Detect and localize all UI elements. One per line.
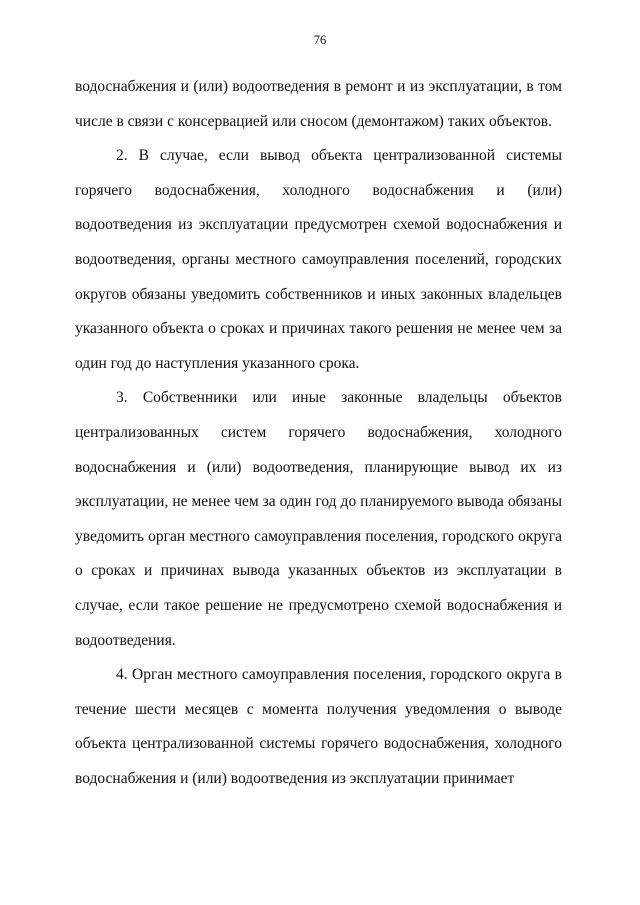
document-body [75, 70, 562, 796]
paragraph-item-4: 4. Орган местного самоуправления поселения, городского округа в течение шести месяцев с момента получения уведомления о выводе объекта централизованной системы горячего водоснабжения, холодного водоснабжения и (или) водоотведения из эксплуатации принимает [75, 666, 562, 787]
page-number: 76 [313, 33, 327, 47]
paragraph-continuation: водоснабжения и (или) водоотведения в ремонт и из эксплуатации, в том числе в связи с консервацией или сносом (демонтажом) таких объектов. [75, 78, 562, 130]
paragraph-item-3: 3. Собственники или иные законные владельцы объектов централизованных систем горячего водоснабжения, холодного водоснабжения и (или) водоотведения, планирующие вывод их из эксплуатации, не менее чем за один год до планируемого вывода обязаны уведомить орган местного самоуправления поселения, городского округа о сроках и причинах вывода указанных объектов из эксплуатации в случае, если такое решение не предусмотрено схемой водоснабжения и водоотведения. [75, 389, 562, 649]
paragraph-item-2: 2. В случае, если вывод объекта централизованной системы горячего водоснабжения, холодного водоснабжения и (или) водоотведения из эксплуатации предусмотрен схемой водоснабжения и водоотведения, органы местного самоуправления поселений, городских округов обязаны уведомить собственников и иных законных владельцев указанного объекта о сроках и причинах такого решения не менее чем за один год до наступления указанного срока. [75, 147, 562, 372]
